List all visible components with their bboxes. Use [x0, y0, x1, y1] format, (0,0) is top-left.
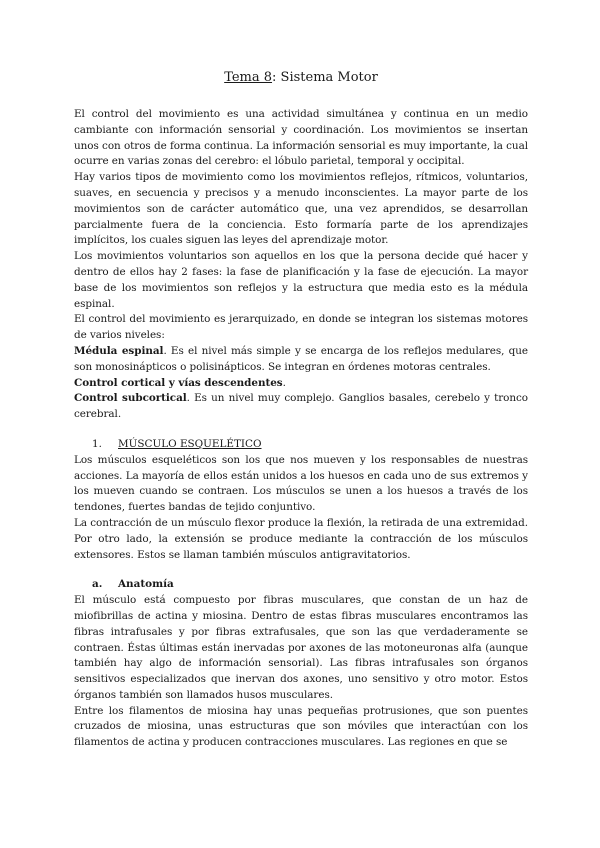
title-topic: Tema 8 [224, 70, 273, 85]
level-item [74, 344, 528, 376]
intro-paragraph: Los movimientos voluntarios son aquellos en los que la persona decide qué hacer y dentro de ellos hay 2 fases: la fase de planificación y la fase de ejecución. La mayor base de los movimientos son reflejos y la estructura que media esto es la médula espinal. [74, 250, 528, 310]
page-title [74, 70, 528, 85]
intro-paragraph: Hay varios tipos de movimiento como los movimientos reflejos, rítmicos, voluntarios, suaves, en secuencia y precisos y a menudo inconscientes. La mayor parte de los movimientos son de carácter automático que, una vez aprendidos, se desarrollan parcialmente fuera de la conciencia. Esto formaría parte de los aprendizajes implícitos, los cuales siguen las leyes del aprendizaje motor. [74, 171, 528, 247]
level-text: . [282, 376, 286, 389]
intro-paragraph: El control del movimiento es una actividad simultánea y continua en un medio cambiante con información sensorial y coordinación. Los movimientos se insertan unos con otros de forma continua. La información sensorial es muy importante, la cual ocurre en varias zonas del cerebro: el lóbulo parietal, temporal y occipital. [74, 108, 528, 168]
level-term: Control cortical y vías descendentes [74, 376, 283, 389]
title-subject: : Sistema Motor [272, 70, 378, 85]
subsection-number: a. [92, 578, 103, 591]
intro-paragraph: El control del movimiento es jerarquizado, en donde se integran los sistemas motores de varios niveles: [74, 313, 528, 342]
section-paragraph: Los músculos esqueléticos son los que nos mueven y los responsables de nuestras acciones. La mayoría de ellos están unidos a los huesos en cada uno de sus extremos y los mueven cuando se contraen. Los músculos se unen a los huesos a través de los tendones, fuertes bandas de tejido conjuntivo. [74, 453, 528, 514]
subsection-title: Anatomía [118, 578, 174, 591]
section-number: 1. [92, 437, 102, 450]
section-paragraph: Entre los filamentos de miosina hay unas pequeñas protrusiones, que son puentes cruzados de miosina, unas estructuras que son móviles que interactúan con los filamentos de actina y producen contracciones musculares. Las regiones en que se [74, 704, 528, 749]
level-text: . Es el nivel más simple y se encarga de los reflejos medulares, que son monosinápticos o polisinápticos. Se integran en órdenes motoras centrales. [74, 344, 529, 373]
level-item [74, 391, 528, 423]
document-page [74, 70, 528, 751]
level-term: Control subcortical [74, 392, 187, 405]
level-item [74, 376, 528, 392]
level-term: Médula espinal [74, 344, 164, 357]
level-text: . Es un nivel muy complejo. Ganglios basales, cerebelo y tronco cerebral. [74, 392, 528, 421]
section-paragraph: El músculo está compuesto por fibras musculares, que constan de un haz de miofibrillas de actina y miosina. Dentro de estas fibras musculares encontramos las fibras intrafusales y por fibras extrafusales, que son las que verdaderamente se contraen. Éstas últimas están inervadas por axones de las motoneuronas alfa (aunque también hay algo de información sensorial). Las fibras intrafusales son órganos sensitivos especializados que inervan dos axones, uno sensitivo y otro motor. Estos órganos también son llamados husos musculares. [74, 594, 528, 701]
subsection-heading-anatomia [92, 577, 528, 593]
section-paragraph: La contracción de un músculo flexor produce la flexión, la retirada de una extremidad. Por otro lado, la extensión se produce mediante la contracción de los músculos extensores. Estos se llaman también músculos antigravitatorios. [74, 516, 528, 561]
section-heading-musculo [92, 437, 528, 453]
section-title: MÚSCULO ESQUELÉTICO [118, 437, 262, 450]
